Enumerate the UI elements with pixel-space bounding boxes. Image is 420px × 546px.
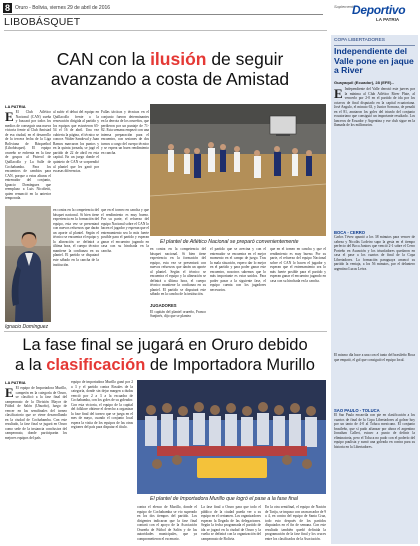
main-col4b-wrap [150, 302, 206, 332]
main-col2b: en contra en la competencia del básquet nacional. Si bien tiene experiencia en la formación del equipo, esta vez se presentará con nuevos refuerzos que darán un aporte al plantel. Según el técnico se encuentra el equipo y la alineación se definirá a última hora, el cuerpo técnico mantiene la confianza en su plantel. El partido se disputará este sábado en la cancha de la institución. [53, 208, 99, 267]
supplement-logo [330, 1, 418, 27]
team-photo-scene [150, 104, 326, 236]
second-byline: LA PATRIA [5, 380, 26, 385]
team-photo [150, 104, 326, 236]
sidebar-body1: E Independiente del Valle derrotó este jueves por la mínima al Club Atlético River Plate, al vencerlo por 2-0 en el partido de ida por los octavos de final disputado en la capital ecuatoriana. José Angulo, el minuto 63, y Junior Sornoza, de penalti en el 81, anotaron los goles del triunfo del conjunto ecuatoriano que consiguió un importante resultado. Los lanceros de Ecuador y Argentina y ese club sigue en la llamada de los millonarios. [334, 87, 415, 128]
coach-photo-caption: Ignacio Domínguez [5, 324, 49, 330]
main-dropcap: E [5, 110, 14, 124]
main-col3: Fallas tácticas y técnicas en el conjunto fueron determinantes en la derrota de los orureños, que perdieron por un puntaje de 71-82. Esta semana empezó con una intensa preparación para el encuentro, con sesiones de dos turnos a cargo del cuerpo técnico y se espera un buen rendimiento en cancha. [101, 110, 149, 155]
sidebar-sub-saopaulo: SAO PAULO - TOLUCA [334, 408, 380, 413]
jugadores-subhead: JUGADORES [150, 303, 177, 308]
section-label: LIBOBÁSQUET [4, 16, 81, 28]
sidebar-sub-boca: BOCA - CERRO [334, 230, 366, 235]
main-col4: en contra en la competencia del básquet nacional. Si bien tiene experiencia en la formación del equipo, esta vez se presentará con nuevos refuerzos que darán un aporte al plantel. Según el técnico se encuentra el equipo y la alineación se definirá a última hora, el cuerpo técnico mantiene la confianza en su plantel. El partido se disputará este sábado en la cancha de la institución. [150, 247, 206, 297]
supplement-sub: LA PATRIA [376, 17, 400, 22]
supplement-label: Suplemento [334, 4, 356, 9]
coach-figure [5, 206, 51, 322]
sidebar [331, 35, 418, 544]
sidebar-headline: Independiente del Valle pone en jaque a River [334, 46, 414, 76]
date-line: Oruro - Bolivia, viernes 29 de abril de 2016 [15, 5, 111, 11]
second-headline-highlight: clasificación [46, 356, 146, 374]
second-headline-line1: La fase final se jugará en Oruro debido [22, 336, 308, 354]
sidebar-body4: El Sao Paulo encarrila con pie en clasificación a los cuartos de final de la Copa Libertadores al golear hoy por un tanto de 4-0 al Toluca mexicano. El conjunto brasileño, que sí pudo afianzar por ahora el argentino Jonathan Calleri, estuvo a punto de definir la eliminatoria, pero el Toluca no pudo con el poderío del equipo paulista y sumó una goleada en contra para su historia en la Libertadores. [334, 413, 415, 449]
second-headline [4, 335, 326, 375]
second-col1: E El equipo de Importadora Murillo, campeón en la categoría de Oruro, se clasificó a la fase final del campeonato de la División Mayor de Fútbol de Salón (Ubuoño), luego de vencer en las semifinales del torneo clasificatorio que se viene desarrollando en la ciudad de Cochabamba. Con este resultado, la fase final se jugará en Oruro como sede de la instancia conclusiva del campeonato, donde participarán los mejores equipos del país. [5, 386, 67, 441]
supplement-name: Deportivo [352, 3, 406, 17]
main-col1: E El Club Atlético Nacional (CAN) sueña y buscará por todos los medios de conseguir una nueva victoria frente al Club Amistad de esa ciudad, en el desarrollo de la tercera fecha de la Liga Boliviana de Básquetbol (Libobásquet). El equipo orureño se enfrenta en la fase de grupos al Pisterol de Quillacollo y La Salle de Cochabamba. Para los encuentros de cambios para CAN, porque a estas alturas el entrenador del conjunto, Ignacio Domínguez que reemplazo a Luis Nicolietti, quien renunció en la anterior temporada. [5, 110, 51, 201]
headline-pre: CAN con la [56, 49, 151, 69]
futsal-photo-caption: El plantel de Importadora Murillo que logró el pase a la fase final [150, 496, 298, 502]
main-headline-line2: avanzando a costa de Amistad [50, 69, 290, 89]
second-dropcap: E [5, 386, 14, 400]
main-col6: que en el torneo en cancha y que el rendimiento es muy bueno. Por su parte, el refuerzo del equipo Nacional sobre el CAN lo hacen el jugador y esperan que el entrenamiento sea lo más fuerte posible para el partido y esperan ganar el encuentro jugando en casa con su hinchada en la cancha. [270, 247, 326, 283]
second-col3: contra el elenco de Murillo, donde el equipo de Cochabamba se vio superado en los dos tiempos del partido. Los dirigentes indicaron que la fase final contará con el apoyo de la Asociación Orureña de Fútbol de Salón y de las autoridades municipales, que ya comprometieron el escenario. [137, 505, 197, 541]
article-separator [4, 331, 327, 332]
second-col5: En la otra semifinal, el equipo de Nación de Tarija, se impuso con un marcador de 9 a 4, en contra del equipo de Santa Cruz, todo esto después de los partidos disputados en el fin de semana. Con este resultado también quedó definida la programación de la fase final y los cruces entre los clasificados de la Asociación. [265, 505, 326, 541]
sidebar-body3: El mismo día hace a una con el tanto del brasileño Boca que empató, el gol que consiguió el equipo local. [334, 353, 415, 362]
main-headline-line1 [16, 49, 324, 69]
coach-photo [5, 206, 51, 322]
main-col5: el partido que se avecina y con el entrenador se encuentra en el mejor momento en el campo de juego. Tras la mala situación, espero dar lo mejor en el partido y para poder ganar este encuentro, nosotros sabemos que lo más importante es estar unidos. Para poder pasar a la siguiente fase, el equipo cuenta con los jugadores necesarios. [210, 247, 266, 292]
main-col3b: que en el torneo en cancha y que el rendimiento es muy bueno. Por su parte, el refuerzo del equipo Nacional sobre el CAN lo hacen el jugador y esperan que el entrenamiento sea lo más fuerte posible para el partido y esperan ganar el encuentro jugando en casa con su hinchada en la cancha. [101, 208, 149, 253]
futsal-team-photo [137, 380, 326, 494]
section-rule [4, 30, 327, 31]
team-photo-caption: El plantel de Atlético Nacional se preparó convenientemente [160, 239, 299, 245]
sidebar-section-label: COPA LIBERTADORES [334, 38, 385, 43]
page-number: 8 [4, 3, 10, 13]
second-col2: equipo de importadora Murillo ganó por 2 a 3 y el partido contra Rosales de la categoría, donde sin dejar margen a dudas venció por 2 a 3 a la escuadra de Cochabamba, con los goles de su goleador. Con esta victoria, el equipo de la capital del folklore obtiene el derecho a organizar la fase final del torneo que se juega en el mes de mayo, cuando el conjunto local espera la visita de los equipos de las otras regiones del país para disputar el título. [71, 380, 133, 430]
sidebar-body2: Carlos Tévez apuntó a los 38 minutos para vencer de cabeza y Nicolás Lodeiro supo la gesta en el tiempo perfecto del Boca Juniors que venció 2-1 sobre el Cerro Porteño en Asunción y los triunfadores quedaron en casa el pase a los cuartos de final de la Copa Libertadores. La formación paraguaya arrancó su partido la ventaja, a los 56 minutos, por el delantero argentino Lucas Leiva. [334, 235, 415, 271]
futsal-photo-scene [137, 380, 326, 494]
header-rule [3, 14, 323, 15]
sidebar-dropcap: E [334, 87, 343, 101]
headline-post: de seguir [206, 49, 284, 69]
main-col2: al sufrir el debut del equipo en Quillacollo frente a la renovación dirigida al partido y los equipos que estuvieron 65-54 el 16 de abril. Una vez cubierta la página, el técnico se conoce. Walter Sandoval y Juan Ramos marcaron los puntos y en la quinta jornada, se jugó el partido de 22 de abril en esta capital. En un juego donde el quinteto de CAN se sorprendió al plantel que les ganó por escasas diferencias. [53, 110, 99, 174]
main-byline: LA PATRIA [5, 104, 26, 109]
headline-highlight: ilusión [150, 49, 207, 69]
second-headline-line2: a la clasificación de Importadora Murillo [15, 356, 315, 374]
main-col4b: El capitán del plantel orureño, Franco Sanjinés, dijo que se plantea [150, 309, 206, 319]
main-headline [16, 49, 324, 89]
page-number-box [3, 3, 12, 13]
second-col4: La fase final a Oruro para que todo el público de la ciudad pueda ver a su equipo en el certamen. Los organizadores esperan la llegada de las delegaciones. Según la fecha programada el partido de ida se jugará en la ciudad de Oruro y la vuelta se definirá con la organización del campeonato de Bolivia. [201, 505, 261, 541]
sidebar-dateline: Guayaquil (Ecuador), 28 (EFE).- [334, 80, 394, 85]
